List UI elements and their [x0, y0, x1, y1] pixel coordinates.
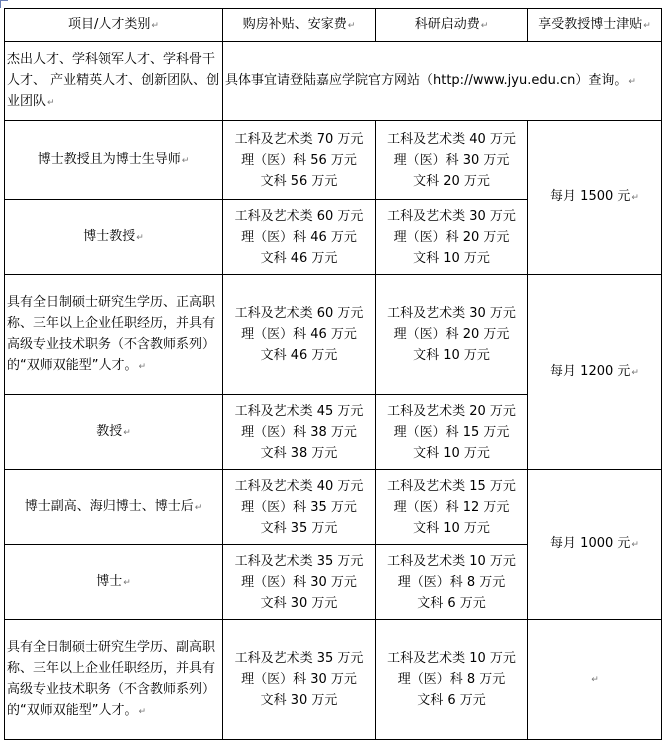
table-row: [5, 42, 662, 121]
research-startup-cell: [376, 470, 528, 545]
table-row: [5, 620, 662, 740]
amount-line: 工科及艺术类 20 万元: [387, 403, 516, 419]
amount-line: 工科及艺术类 60 万元: [234, 208, 364, 224]
allowance-cell: 每月 1500 元↵: [528, 121, 662, 275]
document-corner-marker: [0, 0, 8, 8]
housing-subsidy-cell: [223, 620, 376, 740]
amount-line: 文科 35 万元: [260, 520, 338, 536]
amount-line: 理（医）科 8 万元: [397, 672, 506, 687]
amount-line: 工科及艺术类 70 万元: [234, 131, 364, 147]
category-cell: 具有全日制硕士研究生学历、副高职称、三年以上企业任职经历，并具有高级专业技术职务（不含教师系列）的“双师双能型”人才。↵: [5, 620, 223, 740]
amount-line: 理（医）科 20 万元: [393, 327, 510, 342]
allowance-cell: 每月 1200 元↵: [528, 275, 662, 470]
header-housing-subsidy: 购房补贴、安家费↵: [223, 9, 376, 42]
amount-line: 文科 30 万元: [260, 595, 338, 611]
category-cell: 博士教授且为博士生导师↵: [5, 121, 223, 200]
amount-line: 文科 6 万元: [417, 693, 486, 708]
talent-subsidy-table: [4, 8, 662, 740]
housing-subsidy-cell: [223, 275, 376, 395]
housing-subsidy-cell: [223, 470, 376, 545]
amount-line: 工科及艺术类 15 万元: [387, 478, 516, 494]
amount-line: 文科 10 万元: [413, 250, 490, 266]
category-cell: 具有全日制硕士研究生学历、正高职称、三年以上企业任职经历，并具有高级专业技术职务（不含教师系列）的“双师双能型”人才。↵: [5, 275, 223, 395]
amount-line: 工科及艺术类 30 万元: [387, 208, 516, 224]
amount-line: 工科及艺术类 40 万元: [387, 131, 516, 147]
amount-line: 文科 10 万元: [413, 348, 490, 363]
header-row: [5, 9, 662, 42]
amount-line: 文科 30 万元: [260, 693, 338, 708]
research-startup-cell: [376, 121, 528, 200]
amount-line: 理（医）科 56 万元: [241, 152, 357, 168]
category-cell: 杰出人才、学科领军人才、学科骨干人才、 产业精英人才、创新团队、创业团队↵: [5, 42, 223, 121]
amount-line: 文科 46 万元: [260, 250, 338, 266]
amount-line: 文科 38 万元: [260, 445, 338, 461]
category-cell: 博士副高、海归博士、博士后↵: [5, 470, 223, 545]
housing-subsidy-cell: [223, 200, 376, 275]
amount-line: 理（医）科 46 万元: [241, 229, 357, 245]
research-startup-cell: [376, 620, 528, 740]
housing-subsidy-cell: [223, 121, 376, 200]
amount-line: 工科及艺术类 10 万元: [387, 553, 516, 569]
research-startup-cell: [376, 395, 528, 470]
housing-subsidy-cell: [223, 545, 376, 620]
research-startup-cell: [376, 545, 528, 620]
amount-line: 理（医）科 15 万元: [393, 424, 510, 440]
amount-line: 理（医）科 30 万元: [393, 152, 510, 168]
amount-line: 理（医）科 30 万元: [241, 574, 357, 590]
amount-line: 工科及艺术类 60 万元: [234, 306, 364, 321]
amount-line: 理（医）科 8 万元: [397, 574, 506, 590]
amount-line: 文科 20 万元: [413, 173, 490, 189]
housing-subsidy-cell: [223, 395, 376, 470]
official-website-note: 具体事宜请登陆嘉应学院官方网站（http://www.jyu.edu.cn）查询。↵: [223, 42, 662, 121]
amount-line: 工科及艺术类 30 万元: [387, 306, 516, 321]
amount-line: 工科及艺术类 10 万元: [387, 651, 516, 666]
research-startup-cell: [376, 275, 528, 395]
amount-line: 工科及艺术类 40 万元: [234, 478, 364, 494]
table-row: [5, 470, 662, 545]
amount-line: 理（医）科 30 万元: [241, 672, 357, 687]
amount-line: 理（医）科 38 万元: [241, 424, 357, 440]
category-cell: 教授↵: [5, 395, 223, 470]
header-doctor-allowance: 享受教授博士津贴↵: [528, 9, 662, 42]
allowance-cell: 每月 1000 元↵: [528, 470, 662, 620]
category-cell: 博士↵: [5, 545, 223, 620]
talent-subsidy-table-container: [4, 8, 661, 744]
amount-line: 工科及艺术类 35 万元: [234, 553, 364, 569]
amount-line: 文科 56 万元: [260, 173, 338, 189]
amount-line: 理（医）科 12 万元: [393, 499, 510, 515]
amount-line: 理（医）科 46 万元: [241, 327, 357, 342]
amount-line: 文科 10 万元: [413, 520, 490, 536]
table-row: [5, 121, 662, 200]
amount-line: 工科及艺术类 35 万元: [234, 651, 364, 666]
table-row: [5, 275, 662, 395]
header-research-startup: 科研启动费↵: [376, 9, 528, 42]
header-category: 项目/人才类别↵: [5, 9, 223, 42]
research-startup-cell: [376, 200, 528, 275]
amount-line: 理（医）科 35 万元: [241, 499, 357, 515]
amount-line: 文科 10 万元: [413, 445, 490, 461]
amount-line: 文科 46 万元: [260, 348, 338, 363]
allowance-cell-empty: ↵: [528, 620, 662, 740]
amount-line: 理（医）科 20 万元: [393, 229, 510, 245]
category-cell: 博士教授↵: [5, 200, 223, 275]
amount-line: 文科 6 万元: [417, 595, 486, 611]
amount-line: 工科及艺术类 45 万元: [234, 403, 364, 419]
